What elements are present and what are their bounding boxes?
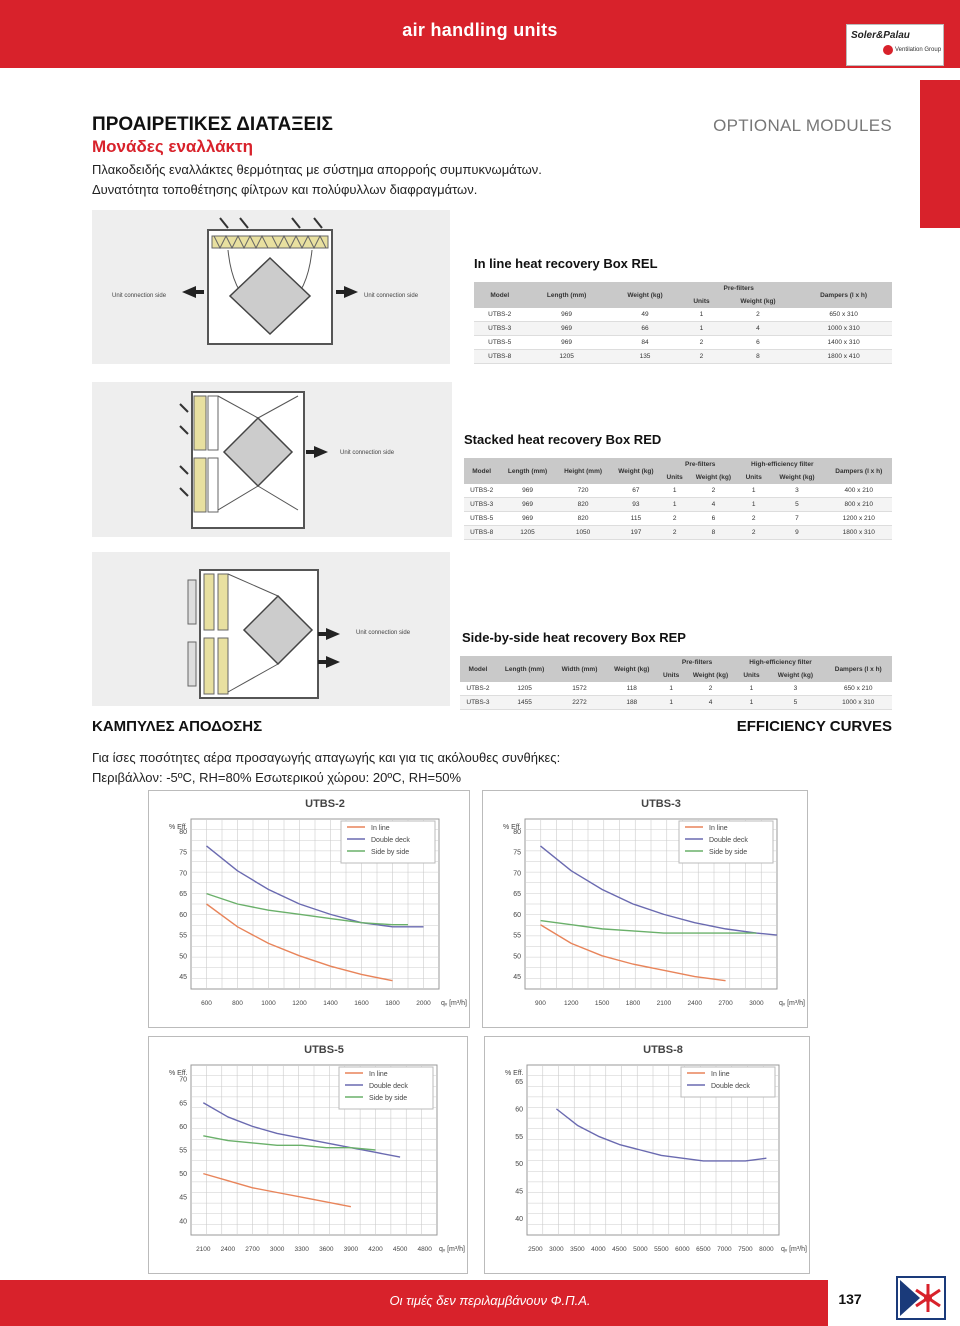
fan-icon: [898, 1278, 944, 1318]
column-header: Model: [474, 282, 525, 308]
table-cell: 66: [608, 322, 683, 336]
legend-label: In line: [711, 1071, 730, 1078]
rel-diagram: [92, 210, 450, 364]
column-subheader: Units: [658, 669, 685, 682]
legend-label: Double deck: [711, 1083, 750, 1090]
x-tick-label: 1200: [292, 1000, 307, 1007]
x-tick-label: 1400: [323, 1000, 338, 1007]
table-cell: 969: [525, 336, 607, 350]
page-number: 137: [838, 1291, 862, 1307]
table-cell: 2: [739, 526, 768, 540]
intro-text: [92, 160, 542, 200]
chart-utbs-3: [482, 790, 808, 1028]
table-cell: 93: [610, 498, 661, 512]
column-header: Weight (kg): [608, 282, 683, 308]
table-cell: 49: [608, 308, 683, 322]
x-tick-label: 2400: [687, 1000, 702, 1007]
table-cell: 969: [499, 498, 555, 512]
column-header: Dampers (l x h): [795, 282, 892, 308]
table-cell: 969: [525, 322, 607, 336]
conditions-line-2: Περιβάλλον: -5ºC, RH=80% Εσωτερικού χώρου: 20ºC, RH=50%: [92, 770, 462, 785]
table-cell: 1205: [496, 682, 553, 696]
column-header: Length (mm): [525, 282, 607, 308]
x-tick-label: 3500: [570, 1246, 585, 1253]
x-tick-label: 4200: [368, 1246, 383, 1253]
chart-title: UTBS-8: [643, 1044, 683, 1056]
table-cell: 2: [661, 512, 687, 526]
x-axis-label: qᵥ [m³/h]: [439, 1246, 465, 1253]
column-subheader: Units: [682, 295, 720, 308]
table-cell: 2272: [553, 696, 606, 710]
y-tick-label: 45: [179, 974, 187, 982]
table-cell: 7: [768, 512, 825, 526]
rel-drawing: [92, 210, 450, 364]
column-header: Model: [460, 656, 496, 682]
table-cell: 5: [768, 498, 825, 512]
column-subheader: Weight (kg): [688, 471, 739, 484]
x-tick-label: 900: [534, 1000, 546, 1007]
y-tick-label: 55: [515, 1133, 523, 1141]
legend-label: Side by side: [369, 1095, 408, 1102]
x-tick-label: 7500: [738, 1246, 753, 1253]
chart-title: UTBS-5: [304, 1044, 344, 1056]
table-cell: 1800 x 310: [826, 526, 892, 540]
column-header: Weight (kg): [606, 656, 658, 682]
table-cell: 1: [736, 682, 766, 696]
x-tick-label: 2100: [196, 1246, 211, 1253]
x-tick-label: 3900: [343, 1246, 359, 1253]
side-tab: [920, 80, 960, 228]
table-cell: 1455: [496, 696, 553, 710]
x-tick-label: 3000: [549, 1246, 564, 1253]
y-tick-label: 65: [179, 1100, 187, 1108]
column-header: Pre-filters: [661, 458, 738, 471]
column-header: Pre-filters: [682, 282, 795, 295]
y-tick-label: 50: [515, 1161, 523, 1169]
column-header: Model: [464, 458, 499, 484]
intro-line-1: Πλακοδειδής εναλλάκτες θερμότητας με σύστημα απορροής συμπυκνωμάτων.: [92, 162, 542, 177]
rep-diagram: [92, 552, 450, 706]
column-header: Dampers (l x h): [824, 656, 892, 682]
table-cell: 650 x 210: [824, 682, 892, 696]
table-header-row: [464, 458, 892, 471]
table-header-row: [474, 282, 892, 295]
x-tick-label: 4800: [417, 1246, 432, 1253]
x-tick-label: 2700: [245, 1246, 260, 1253]
y-tick-label: 55: [513, 932, 521, 940]
rel-caption: In line heat recovery Box REL: [474, 256, 658, 271]
footer-vat-note: Οι τιμές δεν περιλαμβάνουν Φ.Π.Α.: [389, 1293, 591, 1308]
chart-title: UTBS-2: [305, 798, 345, 810]
brand-name: Soler&Palau: [851, 30, 910, 41]
y-tick-label: 60: [179, 1123, 187, 1131]
table-cell: 2: [682, 336, 720, 350]
table-cell: 720: [556, 484, 611, 498]
table-cell: 820: [556, 512, 611, 526]
chart-utbs-3-svg: [483, 791, 807, 1027]
rep-label: Unit connection side: [356, 630, 411, 636]
x-tick-label: 1200: [564, 1000, 579, 1007]
table-cell: UTBS-2: [474, 308, 525, 322]
table-header-row: [460, 656, 892, 669]
section-subtitle-gr: Μονάδες εναλλάκτη: [92, 137, 253, 156]
table-cell: 1: [658, 682, 685, 696]
x-tick-label: 5500: [654, 1246, 669, 1253]
x-tick-label: 2400: [220, 1246, 236, 1253]
column-header: High-efficiency filter: [736, 656, 824, 669]
y-tick-label: 50: [513, 953, 521, 961]
red-diagram: [92, 382, 452, 537]
table-cell: 1200 x 210: [826, 512, 892, 526]
rel-spec-table: [474, 282, 892, 364]
column-subheader: Weight (kg): [766, 669, 824, 682]
table-cell: UTBS-8: [464, 526, 499, 540]
column-header: Length (mm): [499, 458, 555, 484]
column-header: Weight (kg): [610, 458, 661, 484]
x-tick-label: 1800: [625, 1000, 641, 1007]
table-cell: 1: [682, 322, 720, 336]
table-cell: 84: [608, 336, 683, 350]
y-tick-label: 70: [179, 1076, 187, 1084]
y-tick-label: 80: [513, 828, 521, 836]
table-row: [464, 512, 892, 526]
chart-utbs-5-svg: [149, 1037, 467, 1273]
table-cell: 3: [766, 682, 824, 696]
rep-spec-table: [460, 656, 892, 710]
brand-subtitle: Ventilation Group: [895, 47, 942, 53]
table-cell: UTBS-2: [460, 682, 496, 696]
brand-logo: [846, 24, 944, 66]
x-tick-label: 8000: [759, 1246, 774, 1253]
column-subheader: Weight (kg): [685, 669, 737, 682]
y-tick-label: 60: [513, 911, 521, 919]
section-title-gr: ΠΡΟΑΙΡΕΤΙΚΕΣ ΔΙΑΤΑΞΕΙΣ: [92, 114, 333, 135]
table-cell: UTBS-2: [464, 484, 499, 498]
table-cell: 1205: [525, 350, 607, 364]
table-cell: UTBS-3: [474, 322, 525, 336]
table-cell: UTBS-5: [474, 336, 525, 350]
y-tick-label: 50: [179, 953, 187, 961]
table-cell: 800 x 210: [826, 498, 892, 512]
x-tick-label: 7000: [717, 1246, 732, 1253]
table-cell: 1800 x 410: [795, 350, 892, 364]
table-cell: 1205: [499, 526, 555, 540]
table-cell: 4: [688, 498, 739, 512]
x-tick-label: 5000: [633, 1246, 648, 1253]
table-cell: 1000 x 310: [824, 696, 892, 710]
table-cell: 2: [721, 308, 796, 322]
chart-utbs-2: [148, 790, 470, 1028]
chart-title: UTBS-3: [641, 798, 681, 810]
table-cell: 820: [556, 498, 611, 512]
table-row: [474, 336, 892, 350]
y-tick-label: 65: [515, 1078, 523, 1086]
column-header: Height (mm): [556, 458, 611, 484]
footer-bar: [0, 1280, 868, 1326]
y-tick-label: 45: [179, 1194, 187, 1202]
table-cell: 4: [721, 322, 796, 336]
red-drawing: [92, 382, 452, 537]
legend-label: Double deck: [709, 837, 748, 844]
x-tick-label: 2700: [718, 1000, 733, 1007]
intro-line-2: Δυνατότητα τοποθέτησης φίλτρων και πολύφυλλων διαφραγμάτων.: [92, 182, 478, 197]
table-cell: 1050: [556, 526, 611, 540]
conditions-line-1: Για ίσες ποσότητες αέρα προσαγωγής απαγωγής και για τις ακόλουθες συνθήκες:: [92, 750, 561, 765]
y-tick-label: 60: [515, 1106, 523, 1114]
x-tick-label: 3600: [319, 1246, 334, 1253]
y-axis-label: % Eff.: [169, 1070, 188, 1077]
table-cell: UTBS-8: [474, 350, 525, 364]
table-cell: 1: [661, 498, 687, 512]
y-tick-label: 80: [179, 828, 187, 836]
table-cell: 1: [739, 484, 768, 498]
section-title-en: OPTIONAL MODULES: [713, 116, 892, 135]
x-tick-label: 1000: [261, 1000, 276, 1007]
x-tick-label: 2100: [656, 1000, 672, 1007]
x-tick-label: 2500: [528, 1246, 543, 1253]
table-row: [464, 526, 892, 540]
column-subheader: Units: [739, 471, 768, 484]
table-cell: 650 x 310: [795, 308, 892, 322]
x-tick-label: 3300: [294, 1246, 309, 1253]
table-cell: 969: [525, 308, 607, 322]
red-caption: Stacked heat recovery Box RED: [464, 432, 662, 447]
rel-label-left: Unit connection side: [112, 293, 167, 299]
category-icon: [896, 1276, 946, 1320]
table-cell: 2: [682, 350, 720, 364]
column-subheader: Weight (kg): [721, 295, 796, 308]
column-subheader: Units: [736, 669, 766, 682]
x-tick-label: 4500: [392, 1246, 408, 1253]
table-cell: UTBS-5: [464, 512, 499, 526]
table-cell: 8: [688, 526, 739, 540]
table-row: [460, 696, 892, 710]
y-tick-label: 75: [179, 849, 187, 857]
column-header: Pre-filters: [658, 656, 737, 669]
x-axis-label: qᵥ [m³/h]: [441, 1000, 467, 1007]
y-tick-label: 55: [179, 1147, 187, 1155]
chart-utbs-8: [484, 1036, 810, 1274]
rel-label-right: Unit connection side: [364, 293, 419, 299]
table-cell: 1400 x 310: [795, 336, 892, 350]
red-spec-table: [464, 458, 892, 540]
table-cell: 5: [766, 696, 824, 710]
efficiency-title-gr: ΚΑΜΠΥΛΕΣ ΑΠΟΔΟΣΗΣ: [92, 718, 263, 735]
column-header: Length (mm): [496, 656, 553, 682]
y-tick-label: 65: [179, 891, 187, 899]
column-header: Dampers (l x h): [826, 458, 892, 484]
table-cell: 2: [685, 682, 737, 696]
red-label: Unit connection side: [340, 450, 395, 456]
table-cell: 2: [739, 512, 768, 526]
rep-drawing: [92, 552, 450, 706]
y-axis-label: % Eff.: [503, 824, 522, 831]
legend-label: Double deck: [369, 1083, 408, 1090]
table-cell: 9: [768, 526, 825, 540]
legend-label: In line: [371, 825, 390, 832]
table-row: [474, 322, 892, 336]
table-cell: UTBS-3: [460, 696, 496, 710]
table-cell: 135: [608, 350, 683, 364]
chart-utbs-5: [148, 1036, 468, 1274]
x-axis-label: qᵥ [m³/h]: [781, 1246, 807, 1253]
y-tick-label: 75: [513, 849, 521, 857]
table-cell: 197: [610, 526, 661, 540]
x-tick-label: 1800: [385, 1000, 400, 1007]
table-cell: 4: [685, 696, 737, 710]
table-row: [464, 498, 892, 512]
legend-label: Side by side: [709, 849, 748, 856]
header-title: air handling units: [402, 20, 558, 40]
brand-mark-icon: [883, 45, 893, 55]
y-tick-label: 60: [179, 911, 187, 919]
legend-label: Double deck: [371, 837, 410, 844]
table-cell: 67: [610, 484, 661, 498]
table-cell: 3: [768, 484, 825, 498]
chart-utbs-8-svg: [485, 1037, 809, 1273]
table-cell: 2: [688, 484, 739, 498]
column-subheader: Units: [661, 471, 687, 484]
x-tick-label: 4500: [612, 1246, 627, 1253]
legend-label: Side by side: [371, 849, 410, 856]
table-cell: 1: [739, 498, 768, 512]
x-tick-label: 1600: [354, 1000, 369, 1007]
y-tick-label: 40: [515, 1216, 523, 1224]
legend-label: In line: [709, 825, 728, 832]
y-tick-label: 45: [515, 1188, 523, 1196]
y-axis-label: % Eff.: [505, 1070, 524, 1077]
table-row: [460, 682, 892, 696]
table-cell: 1: [736, 696, 766, 710]
y-tick-label: 65: [513, 891, 521, 899]
y-tick-label: 40: [179, 1218, 187, 1226]
y-tick-label: 70: [513, 870, 521, 878]
y-tick-label: 50: [179, 1171, 187, 1179]
x-tick-label: 6000: [675, 1246, 690, 1253]
rep-caption: Side-by-side heat recovery Box REP: [462, 630, 686, 645]
table-row: [474, 308, 892, 322]
table-cell: 118: [606, 682, 658, 696]
table-cell: 6: [721, 336, 796, 350]
y-tick-label: 70: [179, 870, 187, 878]
table-cell: 1: [682, 308, 720, 322]
efficiency-title-en: EFFICIENCY CURVES: [736, 718, 892, 735]
column-header: High-efficiency filter: [739, 458, 826, 471]
column-header: Width (mm): [553, 656, 606, 682]
x-tick-label: 3000: [269, 1246, 285, 1253]
column-subheader: Weight (kg): [768, 471, 825, 484]
table-cell: 2: [661, 526, 687, 540]
x-tick-label: 600: [201, 1000, 212, 1007]
table-row: [474, 350, 892, 364]
table-cell: 1: [658, 696, 685, 710]
table-cell: 969: [499, 484, 555, 498]
table-cell: 1000 x 310: [795, 322, 892, 336]
table-cell: 1: [661, 484, 687, 498]
x-axis-label: qᵥ [m³/h]: [779, 1000, 805, 1007]
y-axis-label: % Eff.: [169, 824, 188, 831]
x-tick-label: 1500: [594, 1000, 610, 1007]
table-cell: 6: [688, 512, 739, 526]
table-cell: 188: [606, 696, 658, 710]
table-cell: UTBS-3: [464, 498, 499, 512]
legend-label: In line: [369, 1071, 388, 1078]
table-cell: 115: [610, 512, 661, 526]
table-row: [464, 484, 892, 498]
x-tick-label: 4000: [591, 1246, 606, 1253]
x-tick-label: 800: [232, 1000, 243, 1007]
table-cell: 400 x 210: [826, 484, 892, 498]
chart-utbs-2-svg: [149, 791, 469, 1027]
table-cell: 1572: [553, 682, 606, 696]
table-cell: 8: [721, 350, 796, 364]
table-cell: 969: [499, 512, 555, 526]
y-tick-label: 45: [513, 974, 521, 982]
x-tick-label: 6500: [696, 1246, 711, 1253]
x-tick-label: 2000: [416, 1000, 431, 1007]
x-tick-label: 3000: [749, 1000, 764, 1007]
y-tick-label: 55: [179, 932, 187, 940]
